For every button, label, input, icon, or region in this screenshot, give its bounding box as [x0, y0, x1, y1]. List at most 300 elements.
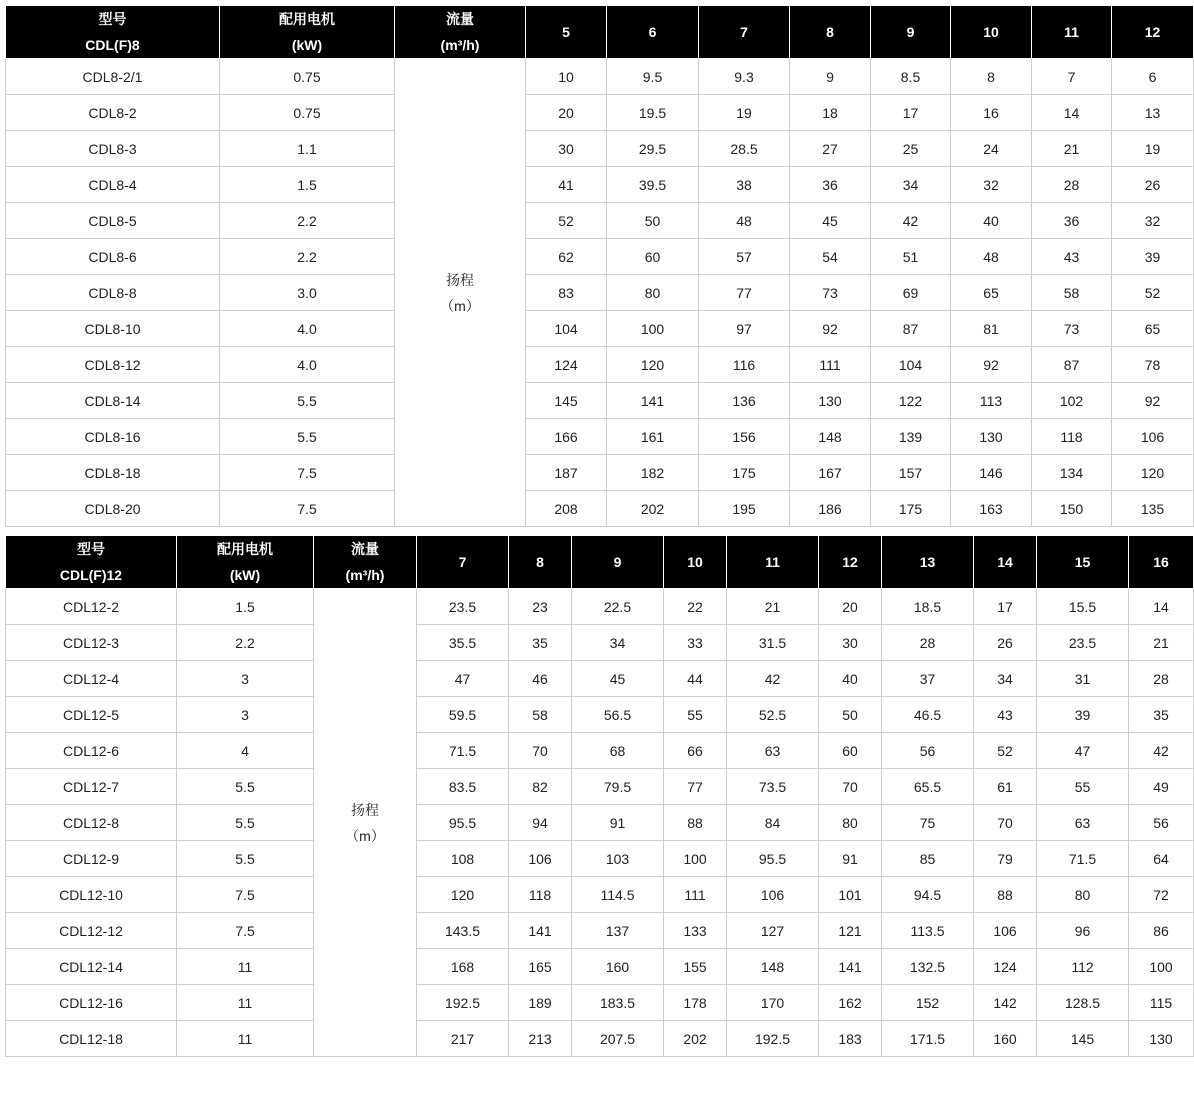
- model-cell: CDL8-6: [6, 239, 220, 275]
- head-value-cell: 19: [1112, 131, 1194, 167]
- table-row: [6, 203, 1194, 239]
- table-row: [6, 167, 1194, 203]
- flow-value-header: 9: [871, 6, 951, 59]
- head-value-cell: 8.5: [871, 59, 951, 95]
- head-value-cell: 132.5: [882, 949, 974, 985]
- head-value-cell: 58: [1032, 275, 1112, 311]
- motor-header: [177, 536, 314, 589]
- model-cell: CDL8-2: [6, 95, 220, 131]
- table-row: [6, 311, 1194, 347]
- model_header-line: 型号: [77, 541, 105, 557]
- head-value-cell: 155: [664, 949, 727, 985]
- flow_header-line: (m³/h): [345, 567, 385, 583]
- power-cell: 7.5: [220, 491, 395, 527]
- head-value-cell: 88: [664, 805, 727, 841]
- flow-value-header: 9: [572, 536, 664, 589]
- head-value-cell: 31.5: [727, 625, 819, 661]
- table-row: [6, 383, 1194, 419]
- head-value-cell: 92: [1112, 383, 1194, 419]
- head-value-cell: 35.5: [417, 625, 509, 661]
- head-value-cell: 92: [790, 311, 871, 347]
- head-value-cell: 192.5: [727, 1021, 819, 1057]
- table-row: [6, 275, 1194, 311]
- head-value-cell: 55: [1037, 769, 1129, 805]
- power-cell: 5.5: [177, 805, 314, 841]
- flow-value-header: 8: [790, 6, 871, 59]
- head-value-cell: 102: [1032, 383, 1112, 419]
- head-value-cell: 77: [664, 769, 727, 805]
- power-cell: 4.0: [220, 347, 395, 383]
- head-value-cell: 166: [526, 419, 607, 455]
- head-value-cell: 141: [509, 913, 572, 949]
- head-value-cell: 42: [871, 203, 951, 239]
- head-value-cell: 22.5: [572, 589, 664, 625]
- head-value-cell: 52: [526, 203, 607, 239]
- table-row: [6, 131, 1194, 167]
- head-value-cell: 46: [509, 661, 572, 697]
- head-value-cell: 95.5: [727, 841, 819, 877]
- head-label-cell: [314, 589, 417, 1057]
- head-value-cell: 120: [1112, 455, 1194, 491]
- head-value-cell: 75: [882, 805, 974, 841]
- table-row: [6, 59, 1194, 95]
- head-value-cell: 186: [790, 491, 871, 527]
- head-value-cell: 130: [790, 383, 871, 419]
- head-value-cell: 59.5: [417, 697, 509, 733]
- model-cell: CDL12-18: [6, 1021, 177, 1057]
- head-value-cell: 100: [664, 841, 727, 877]
- head-value-cell: 96: [1037, 913, 1129, 949]
- head-value-cell: 48: [951, 239, 1032, 275]
- model-cell: CDL8-4: [6, 167, 220, 203]
- flow-value-header: 6: [607, 6, 699, 59]
- head-value-cell: 175: [699, 455, 790, 491]
- head-value-cell: 52: [974, 733, 1037, 769]
- head-value-cell: 32: [1112, 203, 1194, 239]
- spec-table-cdl8: [5, 5, 1194, 527]
- table-row: [6, 877, 1194, 913]
- head-value-cell: 34: [871, 167, 951, 203]
- head-value-cell: 130: [951, 419, 1032, 455]
- model-header: [6, 536, 177, 589]
- power-cell: 2.2: [220, 239, 395, 275]
- model-cell: CDL12-5: [6, 697, 177, 733]
- model-cell: CDL8-5: [6, 203, 220, 239]
- head-value-cell: 171.5: [882, 1021, 974, 1057]
- table-row: [6, 985, 1194, 1021]
- table-row: [6, 841, 1194, 877]
- head-value-cell: 182: [607, 455, 699, 491]
- head-value-cell: 44: [664, 661, 727, 697]
- flow-value-header: 14: [974, 536, 1037, 589]
- head-value-cell: 9.5: [607, 59, 699, 95]
- flow-header: [395, 6, 526, 59]
- head-value-cell: 16: [951, 95, 1032, 131]
- head-value-cell: 71.5: [1037, 841, 1129, 877]
- head-value-cell: 42: [727, 661, 819, 697]
- head-value-cell: 108: [417, 841, 509, 877]
- head-value-cell: 167: [790, 455, 871, 491]
- head-value-cell: 143.5: [417, 913, 509, 949]
- head-value-cell: 25: [871, 131, 951, 167]
- model-header: [6, 6, 220, 59]
- motor_header-line: (kW): [229, 567, 261, 583]
- head-value-cell: 21: [727, 589, 819, 625]
- head-value-cell: 137: [572, 913, 664, 949]
- head-value-cell: 39: [1112, 239, 1194, 275]
- head-value-cell: 94.5: [882, 877, 974, 913]
- head-value-cell: 124: [974, 949, 1037, 985]
- power-cell: 11: [177, 949, 314, 985]
- table-row: [6, 347, 1194, 383]
- head-value-cell: 78: [1112, 347, 1194, 383]
- head-value-cell: 86: [1129, 913, 1194, 949]
- head-value-cell: 29.5: [607, 131, 699, 167]
- head-value-cell: 56: [1129, 805, 1194, 841]
- table-row: [6, 455, 1194, 491]
- head-value-cell: 15.5: [1037, 589, 1129, 625]
- table-row: [6, 913, 1194, 949]
- head-value-cell: 118: [1032, 419, 1112, 455]
- power-cell: 1.1: [220, 131, 395, 167]
- head-value-cell: 52: [1112, 275, 1194, 311]
- head-value-cell: 28: [1129, 661, 1194, 697]
- table-row: [6, 1021, 1194, 1057]
- model-cell: CDL8-14: [6, 383, 220, 419]
- head-value-cell: 34: [974, 661, 1037, 697]
- head-value-cell: 64: [1129, 841, 1194, 877]
- flow-value-header: 8: [509, 536, 572, 589]
- head-value-cell: 39.5: [607, 167, 699, 203]
- head-value-cell: 170: [727, 985, 819, 1021]
- model-cell: CDL8-10: [6, 311, 220, 347]
- table-row: [6, 949, 1194, 985]
- head-value-cell: 116: [699, 347, 790, 383]
- head-value-cell: 142: [974, 985, 1037, 1021]
- power-cell: 3: [177, 661, 314, 697]
- power-cell: 7.5: [177, 877, 314, 913]
- head-value-cell: 192.5: [417, 985, 509, 1021]
- table-row: [6, 419, 1194, 455]
- head-value-cell: 47: [1037, 733, 1129, 769]
- head-value-cell: 13: [1112, 95, 1194, 131]
- head-value-cell: 48: [699, 203, 790, 239]
- head-value-cell: 106: [974, 913, 1037, 949]
- head-value-cell: 70: [819, 769, 882, 805]
- head-value-cell: 84: [727, 805, 819, 841]
- head-value-cell: 111: [790, 347, 871, 383]
- power-cell: 2.2: [220, 203, 395, 239]
- head-value-cell: 73: [1032, 311, 1112, 347]
- head-value-cell: 94: [509, 805, 572, 841]
- head-value-cell: 100: [607, 311, 699, 347]
- header-row: [6, 6, 1194, 59]
- model-cell: CDL12-12: [6, 913, 177, 949]
- model-cell: CDL12-9: [6, 841, 177, 877]
- model-cell: CDL12-6: [6, 733, 177, 769]
- flow-value-header: 11: [1032, 6, 1112, 59]
- head-value-cell: 95.5: [417, 805, 509, 841]
- head-value-cell: 207.5: [572, 1021, 664, 1057]
- head-value-cell: 32: [951, 167, 1032, 203]
- head-value-cell: 106: [509, 841, 572, 877]
- head-value-cell: 21: [1129, 625, 1194, 661]
- head-value-cell: 43: [974, 697, 1037, 733]
- head-value-cell: 146: [951, 455, 1032, 491]
- head-value-cell: 156: [699, 419, 790, 455]
- head-value-cell: 46.5: [882, 697, 974, 733]
- power-cell: 1.5: [177, 589, 314, 625]
- model-cell: CDL12-16: [6, 985, 177, 1021]
- head-label-line: 扬程: [446, 271, 474, 288]
- head-value-cell: 65.5: [882, 769, 974, 805]
- motor_header-line: 配用电机: [279, 11, 335, 27]
- model-cell: CDL12-10: [6, 877, 177, 913]
- model_header-line: 型号: [98, 11, 127, 27]
- power-cell: 5.5: [177, 769, 314, 805]
- head-value-cell: 213: [509, 1021, 572, 1057]
- head-value-cell: 202: [607, 491, 699, 527]
- head-value-cell: 82: [509, 769, 572, 805]
- power-cell: 11: [177, 1021, 314, 1057]
- power-cell: 0.75: [220, 95, 395, 131]
- head-value-cell: 36: [1032, 203, 1112, 239]
- head-value-cell: 80: [607, 275, 699, 311]
- head-value-cell: 114.5: [572, 877, 664, 913]
- flow-value-header: 12: [819, 536, 882, 589]
- head-value-cell: 160: [974, 1021, 1037, 1057]
- head-value-cell: 65: [951, 275, 1032, 311]
- head-value-cell: 21: [1032, 131, 1112, 167]
- head-value-cell: 18: [790, 95, 871, 131]
- head-value-cell: 113.5: [882, 913, 974, 949]
- head-value-cell: 122: [871, 383, 951, 419]
- head-value-cell: 43: [1032, 239, 1112, 275]
- head-value-cell: 83: [526, 275, 607, 311]
- head-value-cell: 28: [882, 625, 974, 661]
- head-value-cell: 88: [974, 877, 1037, 913]
- head-label-line: （m）: [440, 297, 480, 314]
- head-value-cell: 150: [1032, 491, 1112, 527]
- head-value-cell: 70: [509, 733, 572, 769]
- head-value-cell: 136: [699, 383, 790, 419]
- head-value-cell: 14: [1129, 589, 1194, 625]
- head-value-cell: 23.5: [417, 589, 509, 625]
- head-value-cell: 69: [871, 275, 951, 311]
- head-value-cell: 26: [1112, 167, 1194, 203]
- power-cell: 4: [177, 733, 314, 769]
- head-value-cell: 148: [727, 949, 819, 985]
- head-value-cell: 106: [727, 877, 819, 913]
- head-value-cell: 148: [790, 419, 871, 455]
- power-cell: 2.2: [177, 625, 314, 661]
- head-value-cell: 60: [819, 733, 882, 769]
- model-cell: CDL8-18: [6, 455, 220, 491]
- head-value-cell: 91: [819, 841, 882, 877]
- model-cell: CDL12-3: [6, 625, 177, 661]
- flow-value-header: 13: [882, 536, 974, 589]
- head-value-cell: 7: [1032, 59, 1112, 95]
- head-value-cell: 139: [871, 419, 951, 455]
- head-value-cell: 165: [509, 949, 572, 985]
- power-cell: 4.0: [220, 311, 395, 347]
- head-value-cell: 65: [1112, 311, 1194, 347]
- head-value-cell: 157: [871, 455, 951, 491]
- head-value-cell: 23.5: [1037, 625, 1129, 661]
- head-value-cell: 104: [526, 311, 607, 347]
- head-value-cell: 87: [1032, 347, 1112, 383]
- power-cell: 11: [177, 985, 314, 1021]
- head-value-cell: 9.3: [699, 59, 790, 95]
- head-value-cell: 195: [699, 491, 790, 527]
- head-label-cell: [395, 59, 526, 527]
- flow_header-line: 流量: [351, 541, 379, 557]
- head-value-cell: 56.5: [572, 697, 664, 733]
- head-value-cell: 161: [607, 419, 699, 455]
- head-value-cell: 49: [1129, 769, 1194, 805]
- head-value-cell: 145: [1037, 1021, 1129, 1057]
- table-row: [6, 95, 1194, 131]
- head-value-cell: 24: [951, 131, 1032, 167]
- head-value-cell: 20: [526, 95, 607, 131]
- head-value-cell: 17: [974, 589, 1037, 625]
- head-value-cell: 77: [699, 275, 790, 311]
- head-value-cell: 104: [871, 347, 951, 383]
- head-value-cell: 57: [699, 239, 790, 275]
- head-value-cell: 52.5: [727, 697, 819, 733]
- head-value-cell: 71.5: [417, 733, 509, 769]
- model-cell: CDL12-8: [6, 805, 177, 841]
- model-cell: CDL8-12: [6, 347, 220, 383]
- head-value-cell: 42: [1129, 733, 1194, 769]
- head-value-cell: 17: [871, 95, 951, 131]
- head-value-cell: 35: [1129, 697, 1194, 733]
- model-cell: CDL12-7: [6, 769, 177, 805]
- spec-table-cdl12: [5, 535, 1194, 1057]
- head-value-cell: 9: [790, 59, 871, 95]
- head-value-cell: 187: [526, 455, 607, 491]
- head-value-cell: 124: [526, 347, 607, 383]
- head-value-cell: 128.5: [1037, 985, 1129, 1021]
- head-value-cell: 30: [526, 131, 607, 167]
- model-cell: CDL8-2/1: [6, 59, 220, 95]
- flow-value-header: 15: [1037, 536, 1129, 589]
- model-cell: CDL12-4: [6, 661, 177, 697]
- head-value-cell: 45: [572, 661, 664, 697]
- head-value-cell: 83.5: [417, 769, 509, 805]
- table-row: [6, 661, 1194, 697]
- table-row: [6, 491, 1194, 527]
- head-value-cell: 175: [871, 491, 951, 527]
- power-cell: 5.5: [220, 383, 395, 419]
- head-value-cell: 27: [790, 131, 871, 167]
- head-value-cell: 101: [819, 877, 882, 913]
- head-value-cell: 217: [417, 1021, 509, 1057]
- head-value-cell: 121: [819, 913, 882, 949]
- head-value-cell: 72: [1129, 877, 1194, 913]
- head-value-cell: 22: [664, 589, 727, 625]
- head-value-cell: 103: [572, 841, 664, 877]
- head-value-cell: 19: [699, 95, 790, 131]
- head-value-cell: 14: [1032, 95, 1112, 131]
- head-value-cell: 92: [951, 347, 1032, 383]
- head-value-cell: 79.5: [572, 769, 664, 805]
- head-value-cell: 120: [607, 347, 699, 383]
- head-value-cell: 115: [1129, 985, 1194, 1021]
- power-cell: 7.5: [177, 913, 314, 949]
- head-value-cell: 183: [819, 1021, 882, 1057]
- head-value-cell: 202: [664, 1021, 727, 1057]
- head-value-cell: 8: [951, 59, 1032, 95]
- table-row: [6, 625, 1194, 661]
- motor_header-line: 配用电机: [217, 541, 273, 557]
- head-value-cell: 23: [509, 589, 572, 625]
- head-value-cell: 80: [819, 805, 882, 841]
- power-cell: 5.5: [177, 841, 314, 877]
- head-value-cell: 51: [871, 239, 951, 275]
- head-label-line: （m）: [345, 827, 385, 844]
- head-value-cell: 152: [882, 985, 974, 1021]
- table-row: [6, 589, 1194, 625]
- head-value-cell: 60: [607, 239, 699, 275]
- head-value-cell: 41: [526, 167, 607, 203]
- model-cell: CDL8-16: [6, 419, 220, 455]
- head-value-cell: 118: [509, 877, 572, 913]
- header-row: [6, 536, 1194, 589]
- head-value-cell: 62: [526, 239, 607, 275]
- model-cell: CDL8-8: [6, 275, 220, 311]
- head-value-cell: 50: [819, 697, 882, 733]
- head-value-cell: 189: [509, 985, 572, 1021]
- power-cell: 3.0: [220, 275, 395, 311]
- head-value-cell: 58: [509, 697, 572, 733]
- head-value-cell: 111: [664, 877, 727, 913]
- flow-value-header: 10: [951, 6, 1032, 59]
- power-cell: 0.75: [220, 59, 395, 95]
- table-row: [6, 697, 1194, 733]
- head-value-cell: 168: [417, 949, 509, 985]
- table-row: [6, 769, 1194, 805]
- flow-value-header: 7: [417, 536, 509, 589]
- motor_header-line: (kW): [291, 37, 323, 53]
- head-value-cell: 87: [871, 311, 951, 347]
- head-value-cell: 39: [1037, 697, 1129, 733]
- head-value-cell: 160: [572, 949, 664, 985]
- head-value-cell: 56: [882, 733, 974, 769]
- head-value-cell: 19.5: [607, 95, 699, 131]
- flow-header: [314, 536, 417, 589]
- head-label-line: 扬程: [351, 801, 379, 818]
- model-cell: CDL8-3: [6, 131, 220, 167]
- head-value-cell: 20: [819, 589, 882, 625]
- model_header-line: CDL(F)12: [59, 567, 123, 583]
- head-value-cell: 81: [951, 311, 1032, 347]
- head-value-cell: 38: [699, 167, 790, 203]
- power-cell: 7.5: [220, 455, 395, 491]
- head-value-cell: 54: [790, 239, 871, 275]
- head-value-cell: 112: [1037, 949, 1129, 985]
- model-cell: CDL12-2: [6, 589, 177, 625]
- model_header-line: CDL(F)8: [85, 37, 140, 53]
- head-value-cell: 120: [417, 877, 509, 913]
- head-value-cell: 134: [1032, 455, 1112, 491]
- head-value-cell: 106: [1112, 419, 1194, 455]
- flow-value-header: 5: [526, 6, 607, 59]
- table-row: [6, 733, 1194, 769]
- head-value-cell: 141: [819, 949, 882, 985]
- head-value-cell: 100: [1129, 949, 1194, 985]
- flow-value-header: 16: [1129, 536, 1194, 589]
